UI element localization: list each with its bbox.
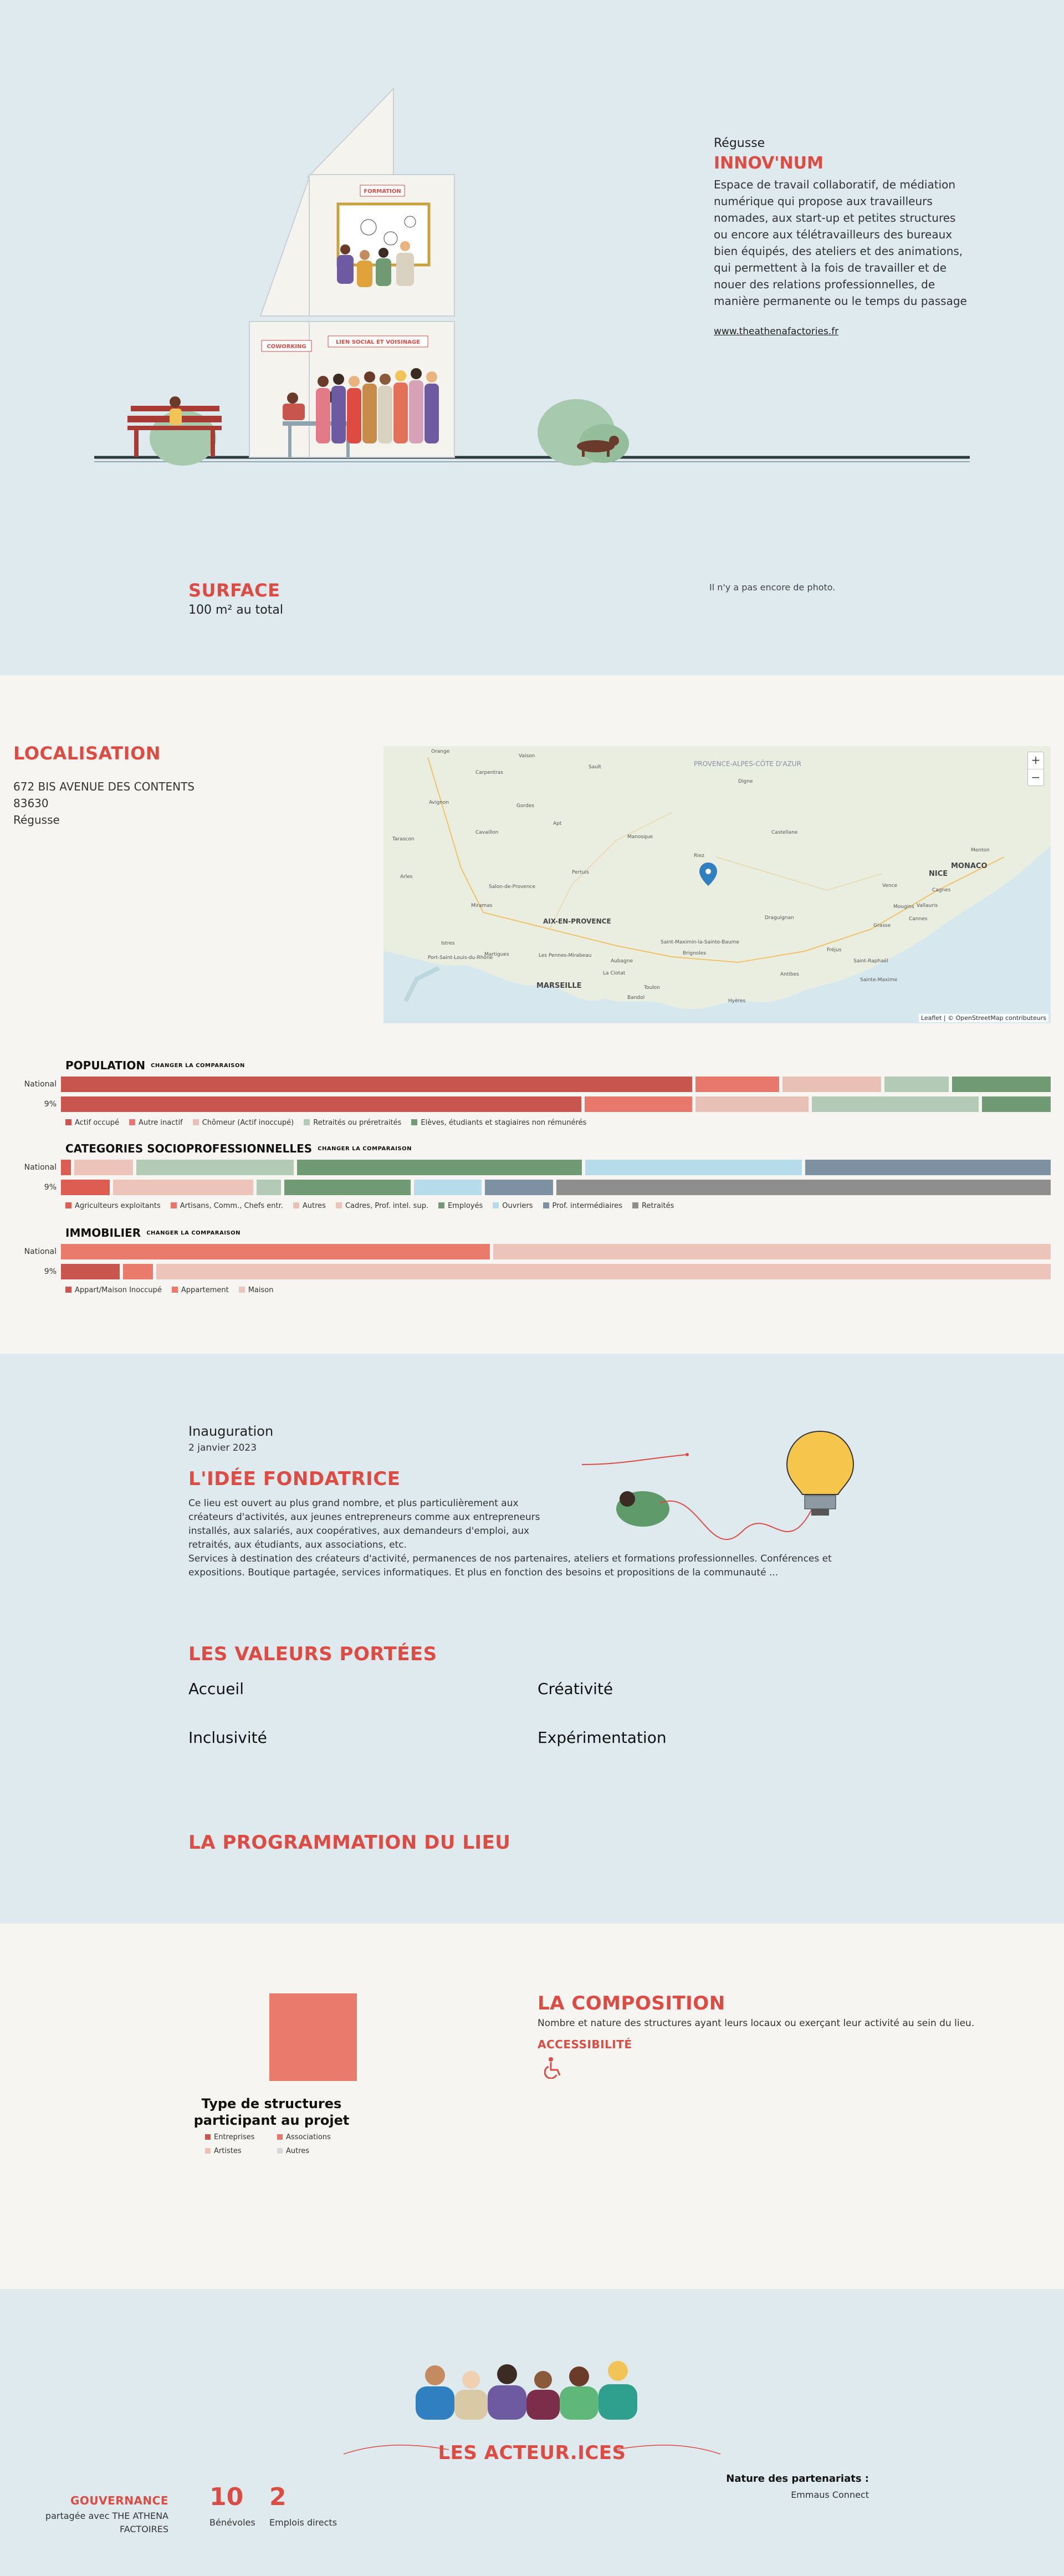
legend-swatch	[336, 1202, 342, 1208]
map-label-vence: Vence	[882, 883, 898, 889]
legend-item-artistes	[205, 2147, 277, 2155]
map-label-draguignan: Draguignan	[765, 915, 794, 921]
map-label-vallauris: Vallauris	[917, 903, 938, 909]
legend-label: Associations	[286, 2133, 331, 2141]
website-link[interactable]: www.theathenafactories.fr	[714, 326, 839, 337]
value-creativite: Créativité	[538, 1680, 613, 1698]
population-bar-segment	[61, 1096, 581, 1112]
map-label-brignoles: Brignoles	[683, 951, 707, 956]
legend-item-associations	[277, 2133, 349, 2141]
map-label-castellane: Castellane	[771, 830, 798, 835]
csp-bar-segment	[61, 1180, 110, 1195]
benevoles-label: Bénévoles	[209, 2517, 255, 2528]
map-label-port-saint-louis: Port-Saint-Louis-du-Rhône	[428, 955, 493, 961]
map-label-menton: Menton	[971, 848, 990, 853]
actors-title: LES ACTEUR.ICES	[438, 2442, 626, 2464]
housing-row-national	[13, 1244, 1051, 1259]
legend-label: Ouvriers	[502, 1202, 533, 1210]
legend-item	[172, 1286, 229, 1294]
map-label-aix: AIX-EN-PROVENCE	[543, 917, 611, 925]
legend-item	[193, 1119, 294, 1127]
legend-item	[293, 1202, 326, 1210]
place-intro	[714, 136, 969, 337]
place-name: INNOV'NUM	[714, 154, 823, 173]
map-label-sault: Sault	[589, 764, 601, 770]
governance-sub: partagée avec THE ATHENA FACTOIRES	[45, 2511, 168, 2534]
benevoles-count: 10	[209, 2483, 244, 2511]
legend-label: Autres	[302, 1202, 326, 1210]
population-bar-segment	[952, 1077, 1051, 1092]
legend-swatch	[239, 1287, 245, 1293]
surface-value: 100 m² au total	[188, 603, 283, 617]
legend-item	[65, 1119, 119, 1127]
legend-item	[411, 1119, 586, 1127]
csp-bar-segment	[414, 1180, 482, 1195]
legend-label: Employés	[448, 1202, 483, 1210]
legend-swatch	[171, 1202, 177, 1208]
legend-swatch	[293, 1202, 299, 1208]
housing-bar-segment	[156, 1264, 1051, 1279]
zoom-out-button[interactable]: −	[1028, 769, 1043, 785]
map-label-la-ciotat: La Ciotat	[603, 971, 626, 976]
housing-title: IMMOBILIER	[65, 1226, 141, 1239]
map-label-mougins: Mougins	[893, 904, 914, 910]
map-label-cagnes: Cagnes	[932, 887, 951, 893]
legend-swatch	[193, 1119, 199, 1125]
legend-item	[239, 1286, 274, 1294]
legend-swatch	[438, 1202, 444, 1208]
map-label-saint-maximin: Saint-Maximin-la-Sainte-Baume	[661, 940, 739, 945]
legend-item	[493, 1202, 533, 1210]
legend-label: Appartement	[181, 1286, 229, 1294]
legend-label: Artistes	[214, 2147, 242, 2155]
map-label-toulon: Toulon	[644, 985, 660, 991]
legend-swatch	[493, 1202, 499, 1208]
map-label-les-pennes: Les Pennes-Mirabeau	[539, 953, 592, 958]
map-label-aubagne: Aubagne	[611, 958, 633, 964]
housing-bars-national	[61, 1244, 1051, 1259]
map-label-region: PROVENCE-ALPES-CÔTE D'AZUR	[694, 760, 801, 768]
legend-label: Entreprises	[214, 2133, 255, 2141]
csp-bar-segment	[257, 1180, 281, 1195]
csp-row-local	[13, 1180, 1051, 1195]
map-label-miramas: Miramas	[471, 903, 493, 909]
population-bar-segment	[982, 1096, 1051, 1112]
partnerships-value: Emmaus Connect	[791, 2490, 869, 2500]
legend-item	[171, 1202, 283, 1210]
csp-bar-segment	[113, 1180, 254, 1195]
legend-item	[438, 1202, 483, 1210]
map-label-antibes: Antibes	[780, 972, 799, 977]
inauguration-label: Inauguration	[188, 1424, 274, 1439]
map-label-salon: Salon-de-Provence	[489, 884, 536, 890]
value-accueil: Accueil	[188, 1680, 244, 1698]
row-label: 9%	[44, 1183, 57, 1192]
value-inclusivite: Inclusivité	[188, 1728, 267, 1747]
csp-bar-segment	[136, 1160, 294, 1175]
legend-label: Retraités	[642, 1202, 674, 1210]
population-row-national	[13, 1077, 1051, 1092]
map-label-nice: NICE	[929, 870, 948, 878]
programme-title: LA PROGRAMMATION DU LIEU	[188, 1832, 511, 1854]
emplois-count: 2	[269, 2483, 287, 2511]
population-bars-national	[61, 1077, 1051, 1092]
value-experimentation: Expérimentation	[538, 1728, 667, 1747]
housing-compare-button[interactable]: CHANGER LA COMPARAISON	[146, 1230, 241, 1236]
population-bar-segment	[585, 1096, 693, 1112]
legend-label: Autre inactif	[138, 1119, 183, 1127]
address-postcode: 83630	[13, 797, 49, 810]
inauguration-date: 2 janvier 2023	[188, 1442, 257, 1453]
legend-swatch	[129, 1119, 135, 1125]
map-label-riez: Riez	[694, 853, 705, 859]
accessibility-title: ACCESSIBILITÉ	[538, 2038, 632, 2051]
address-city: Régusse	[13, 813, 60, 827]
hero-section	[0, 0, 1064, 675]
structures-chart-title: Type de structures participant au projet	[193, 2096, 350, 2128]
housing-bar-segment	[61, 1264, 120, 1279]
legend-label: Chômeur (Actif inoccupé)	[202, 1119, 294, 1127]
map-label-tarascon: Tarascon	[392, 836, 415, 842]
legend-swatch	[543, 1202, 549, 1208]
population-compare-button[interactable]: CHANGER LA COMPARAISON	[151, 1062, 245, 1069]
map-label-cannes: Cannes	[909, 916, 928, 922]
address-block	[13, 778, 195, 828]
map-label-carpentras: Carpentras	[475, 770, 503, 776]
legend-swatch	[65, 1202, 71, 1208]
legend-label: Cadres, Prof. intel. sup.	[345, 1202, 429, 1210]
csp-bars-local	[61, 1180, 1051, 1195]
housing-bar-segment	[61, 1244, 490, 1259]
legend-label: Maison	[248, 1286, 274, 1294]
legend-label: Retraités ou préretraités	[313, 1119, 402, 1127]
legend-label: Elèves, étudiants et stagiaires non rémunérés	[421, 1119, 587, 1127]
housing-bars-local	[61, 1264, 1051, 1279]
legend-swatch	[172, 1287, 178, 1293]
row-label: 9%	[44, 1267, 57, 1276]
population-title: POPULATION	[65, 1059, 146, 1072]
legend-label: Actif occupé	[75, 1119, 119, 1127]
population-row-local	[13, 1096, 1051, 1112]
csp-bar-segment	[805, 1160, 1051, 1175]
population-bar-segment	[61, 1077, 692, 1092]
csp-bar-segment	[556, 1180, 1051, 1195]
legend-item	[632, 1202, 674, 1210]
values-title: LES VALEURS PORTÉES	[188, 1643, 437, 1665]
legend-swatch	[65, 1119, 71, 1125]
legend-item	[129, 1119, 183, 1127]
legend-item	[336, 1202, 428, 1210]
location-title: LOCALISATION	[13, 743, 161, 764]
legend-item	[543, 1202, 623, 1210]
location-section	[0, 675, 1064, 1354]
founding-idea-paragraph-1: Ce lieu est ouvert au plus grand nombre, et plus particulièrement aux créateurs d'activités, aux jeunes entrepreneurs comme aux entrepreneurs installés, aux salariés, aux coopératives, aux demandeurs d'emploi, aux retraités, aux étudiants, aux associations, etc.	[188, 1498, 540, 1550]
idea-section	[0, 1354, 1064, 1924]
map-zoom-controls	[1027, 752, 1044, 786]
legend-label: Artisans, Comm., Chefs entr.	[180, 1202, 283, 1210]
zoom-in-button[interactable]: +	[1031, 753, 1041, 767]
surface-title: SURFACE	[188, 580, 280, 601]
row-label: National	[24, 1080, 57, 1089]
lien-social-sign: LIEN SOCIAL ET VOISINAGE	[335, 339, 421, 345]
structures-chart-legend	[205, 2133, 349, 2155]
csp-bar-segment	[284, 1180, 411, 1195]
csp-compare-button[interactable]: CHANGER LA COMPARAISON	[318, 1145, 412, 1152]
map-attribution[interactable]: Leaflet | © OpenStreetMap contributeurs	[919, 1014, 1048, 1022]
wheelchair-icon	[544, 2057, 564, 2079]
map-label-orange: Orange	[431, 749, 450, 754]
map-label-saint-raphael: Saint-Raphaël	[853, 958, 888, 964]
legend-swatch	[65, 1287, 71, 1293]
row-label: 9%	[44, 1100, 57, 1109]
map-label-frejus: Fréjus	[827, 947, 842, 953]
map-label-avignon: Avignon	[429, 800, 449, 805]
row-label: National	[24, 1247, 57, 1256]
map-label-bandol: Bandol	[627, 995, 645, 1001]
location-map[interactable]	[383, 746, 1051, 1023]
founding-idea-paragraph-2: Services à destination des créateurs d'activité, permanences de nos partenaires, ateliers et formations professionnelles. Conférences et expositions. Boutique partagée, services informatiques. Et plus en fonction des besoins et propositions de la communauté ...	[188, 1553, 832, 1578]
population-bar-segment	[695, 1077, 779, 1092]
emplois-label: Emplois directs	[269, 2517, 337, 2528]
legend-item-entreprises	[205, 2133, 277, 2141]
csp-title: CATEGORIES SOCIOPROFESSIONNELLES	[65, 1142, 313, 1155]
legend-swatch	[411, 1119, 417, 1125]
row-label: National	[24, 1163, 57, 1172]
housing-bar-segment	[493, 1244, 1051, 1259]
csp-bar-segment	[485, 1180, 553, 1195]
legend-item	[65, 1286, 162, 1294]
housing-stats	[13, 1226, 1051, 1294]
csp-bar-segment	[585, 1160, 801, 1175]
population-bar-segment	[884, 1077, 949, 1092]
map-label-manosque: Manosque	[627, 834, 653, 840]
legend-item	[304, 1119, 401, 1127]
map-label-apt: Apt	[553, 821, 562, 827]
legend-item-autres	[277, 2147, 349, 2155]
legend-item	[65, 1202, 161, 1210]
csp-row-national	[13, 1160, 1051, 1175]
population-bar-segment	[695, 1096, 809, 1112]
map-label-digne: Digne	[738, 779, 753, 784]
population-bar-segment	[782, 1077, 881, 1092]
housing-bar-segment	[123, 1264, 152, 1279]
composition-description: Nombre et nature des structures ayant leurs locaux ou exerçant leur activité au sein du lieu.	[538, 2018, 975, 2029]
composition-title: LA COMPOSITION	[538, 1992, 725, 2014]
legend-swatch	[304, 1119, 310, 1125]
map-label-vaison: Vaison	[519, 753, 535, 759]
structures-chart	[269, 1993, 357, 2081]
csp-bars-national	[61, 1160, 1051, 1175]
population-stats	[13, 1059, 1051, 1127]
legend-label: Appart/Maison Inoccupé	[75, 1286, 162, 1294]
place-description: Espace de travail collaboratif, de médiation numérique qui propose aux travailleurs nomades, aux start-up et petites structures ou encore aux télétravailleurs des bureaux bien équipés, des ateliers et des animations, qui permettent à la fois de travailler et de nouer des relations professionnelles, de manière permanente ou le temps du passage	[714, 178, 967, 308]
housing-legend	[65, 1286, 1051, 1294]
map-label-gordes: Gordes	[516, 803, 534, 809]
population-bars-local	[61, 1096, 1051, 1112]
legend-label: Prof. intermédiaires	[552, 1202, 623, 1210]
legend-label: Agriculteurs exploitants	[75, 1202, 161, 1210]
map-label-istres: Istres	[441, 941, 455, 946]
map-label-martigues: Martigues	[484, 952, 509, 957]
population-legend	[65, 1119, 1051, 1127]
csp-bar-segment	[74, 1160, 133, 1175]
legend-swatch	[632, 1202, 638, 1208]
population-bar-segment	[812, 1096, 979, 1112]
governance-title: GOUVERNANCE	[70, 2494, 168, 2507]
map-label-pertuis: Pertuis	[572, 870, 589, 875]
map-label-marseille: MARSEILLE	[536, 982, 582, 990]
lightbulb-illustration	[576, 1420, 887, 1553]
coworking-sign: COWORKING	[267, 344, 306, 350]
address-street: 672 BIS AVENUE DES CONTENTS	[13, 780, 195, 793]
legend-label: Autres	[286, 2147, 310, 2155]
housing-row-local	[13, 1264, 1051, 1279]
composition-section	[0, 1924, 1064, 2289]
formation-sign: FORMATION	[364, 188, 401, 195]
map-label-grasse: Grasse	[873, 923, 891, 929]
csp-bar-segment	[61, 1160, 71, 1175]
founding-idea-title: L'IDÉE FONDATRICE	[188, 1468, 401, 1490]
map-tiles	[383, 746, 1051, 1023]
map-label-hyeres: Hyères	[728, 998, 746, 1004]
actors-illustration	[410, 2353, 659, 2420]
csp-legend	[65, 1202, 1051, 1210]
map-label-arles: Arles	[400, 874, 413, 880]
partnerships-title: Nature des partenariats :	[726, 2473, 869, 2485]
map-label-cavaillon: Cavaillon	[475, 830, 499, 835]
map-label-sainte-maxime: Sainte-Maxime	[860, 977, 898, 983]
place-city: Régusse	[714, 136, 765, 150]
csp-stats	[13, 1142, 1051, 1210]
csp-bar-segment	[297, 1160, 582, 1175]
map-label-monaco: MONACO	[951, 862, 988, 870]
no-photo-text: Il n'y a pas encore de photo.	[709, 582, 836, 593]
actors-section	[0, 2289, 1064, 2576]
